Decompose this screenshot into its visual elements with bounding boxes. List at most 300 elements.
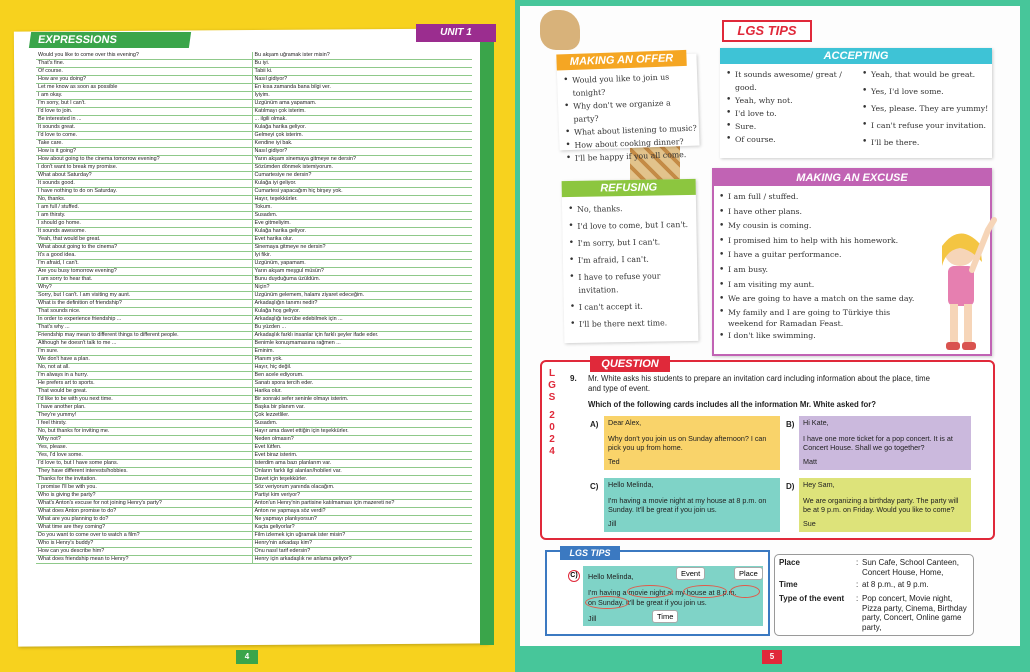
table-row	[36, 164, 472, 172]
expression-english: I'm sorry, but I can't.	[36, 100, 252, 108]
expression-turkish: Bu akşam uğramak ister misin?	[252, 52, 472, 60]
list-item: • I have a guitar performance.	[719, 248, 919, 263]
expression-turkish: Arkadaşlığın tanımı nedir?	[252, 300, 472, 308]
refusing-title: REFUSING	[562, 179, 696, 197]
expression-turkish: Bu iyi.	[252, 60, 472, 68]
table-row	[36, 52, 472, 60]
expression-turkish: Kulağa hoş geliyor.	[252, 308, 472, 316]
table-row	[36, 532, 472, 540]
expressions-table	[36, 52, 472, 564]
tips-sign: Jill	[588, 614, 597, 623]
list-item: • I don't like swimming.	[719, 329, 919, 344]
expression-turkish: Harika olur.	[252, 388, 472, 396]
list-item: • What about listening to music?	[565, 122, 697, 140]
expression-english: I am thirsty.	[36, 212, 252, 220]
expression-english: It sounds awesome.	[36, 228, 252, 236]
table-row	[36, 484, 472, 492]
card-sign: Sue	[803, 519, 816, 528]
card-sign: Ted	[608, 457, 620, 466]
table-row	[36, 244, 472, 252]
table-row	[36, 380, 472, 388]
expression-turkish: Hayır, teşekkürler.	[252, 196, 472, 204]
expression-english: Although he doesn't talk to me ...	[36, 340, 252, 348]
table-row	[36, 420, 472, 428]
option-c-card[interactable]	[604, 478, 780, 532]
expression-english: Let me know as soon as possible	[36, 84, 252, 92]
expression-english: I am sorry to hear that.	[36, 276, 252, 284]
oval-movie-night	[627, 585, 673, 598]
expression-turkish: Susadım.	[252, 212, 472, 220]
expression-turkish: Planım yok.	[252, 356, 472, 364]
expression-turkish: Bir sonraki sefer seninle olmayı isterim.	[252, 396, 472, 404]
expression-english: Yeah, that would be great.	[36, 236, 252, 244]
expression-english: I am okay.	[36, 92, 252, 100]
expression-english: I'd love to, but I have some plans.	[36, 460, 252, 468]
list-item: • I'll be there.	[862, 136, 990, 149]
excuse-list	[719, 190, 919, 343]
expression-english: What about Saturday?	[36, 172, 252, 180]
expression-turkish: İyiyim.	[252, 92, 472, 100]
expression-english: I have another plan.	[36, 404, 252, 412]
expression-turkish: Neden olmasın?	[252, 436, 472, 444]
list-item: • I have to refuse your invitation.	[569, 269, 695, 297]
expression-turkish: Gelmeyi çok isterim.	[252, 132, 472, 140]
list-item: • Yeah, that would be great.	[862, 68, 990, 81]
expressions-header: EXPRESSIONS	[29, 32, 191, 48]
expression-english: No, thanks.	[36, 196, 252, 204]
table-row	[36, 444, 472, 452]
table-row	[36, 524, 472, 532]
question-text: Mr. White asks his students to prepare an invitation card including information about the place, time and type of event.	[588, 374, 930, 393]
table-row	[36, 268, 472, 276]
table-row	[36, 100, 472, 108]
list-item: • I'd love to.	[726, 107, 856, 120]
expression-turkish: Yarın akşam meşgul müsün?	[252, 268, 472, 276]
table-row	[36, 548, 472, 556]
expression-turkish: Susadım.	[252, 420, 472, 428]
table-row	[36, 188, 472, 196]
table-row	[36, 108, 472, 116]
table-row	[36, 340, 472, 348]
expression-english: Why not?	[36, 436, 252, 444]
expression-english: What are you planning to do?	[36, 516, 252, 524]
expression-english: Of course.	[36, 68, 252, 76]
side-letter: G	[548, 380, 556, 391]
card-body: I have one more ticket for a pop concert. It is at Concert House. Shall we go together?	[803, 434, 953, 452]
card-body: I'm having a movie night at my house at 8 p.m. on Sunday. It'll be great if you join us.	[608, 496, 767, 514]
list-item: • It sounds awesome/ great / good.	[726, 68, 856, 94]
expression-english: What time are they coming?	[36, 524, 252, 532]
expression-english: I should go home.	[36, 220, 252, 228]
event-tag: Event	[676, 567, 705, 580]
lgs-2024-vertical-label	[545, 368, 559, 458]
table-row	[36, 84, 472, 92]
expression-english: No, but thanks for inviting me.	[36, 428, 252, 436]
card-sign: Matt	[803, 457, 817, 466]
expression-turkish: Ben acele ediyorum.	[252, 372, 472, 380]
table-row	[36, 452, 472, 460]
expression-english: How can you describe him?	[36, 548, 252, 556]
table-row	[36, 76, 472, 84]
expression-turkish: İsterdim ama bazı planlarım var.	[252, 460, 472, 468]
oval-my-house	[683, 585, 727, 598]
expression-turkish: Başka bir planım var.	[252, 404, 472, 412]
expression-english: What is the definition of friendship?	[36, 300, 252, 308]
expression-turkish: Onların farklı ilgi alanları/hobileri var.	[252, 468, 472, 476]
expression-english: Yes, I'd love some.	[36, 452, 252, 460]
table-row	[36, 412, 472, 420]
table-row	[36, 228, 472, 236]
refusing-note	[562, 179, 699, 343]
table-row	[36, 404, 472, 412]
expression-english: What's Anton's excuse for not joining Henry's party?	[36, 500, 252, 508]
expression-turkish: Davet için teşekkürler.	[252, 476, 472, 484]
tips-greeting: Hello Melinda,	[588, 572, 634, 581]
expression-turkish: En kısa zamanda bana bilgi ver.	[252, 84, 472, 92]
accepting-note	[720, 48, 992, 158]
table-row	[36, 220, 472, 228]
tips-highlight-place: my house	[675, 588, 707, 597]
table-row	[36, 516, 472, 524]
list-item: • I promised him to help with his homework.	[719, 234, 919, 249]
excuse-title: MAKING AN EXCUSE	[714, 170, 990, 186]
table-row	[36, 316, 472, 324]
card-body: We are organizing a birthday party. The party will be at 9 p.m. on Friday. Would you like to come?	[803, 496, 959, 514]
expression-english: I'd love to join.	[36, 108, 252, 116]
side-letter: L	[548, 368, 556, 379]
expression-english: I'm afraid, I can't.	[36, 260, 252, 268]
expression-turkish: Tabii ki.	[252, 68, 472, 76]
expression-english: He prefers art to sports.	[36, 380, 252, 388]
expression-english: That would be great.	[36, 388, 252, 396]
card-greeting: Dear Alex,	[608, 418, 642, 427]
list-item: • My cousin is coming.	[719, 219, 919, 234]
expression-turkish: Kulağa harika geliyor.	[252, 228, 472, 236]
list-item: • I'll be there next time.	[570, 316, 696, 331]
option-d-label[interactable]: D)	[786, 482, 795, 491]
table-row	[36, 492, 472, 500]
list-item: • I am visiting my aunt.	[719, 278, 919, 293]
list-item: • Why don't we organize a party?	[564, 96, 697, 127]
tips-answer-label: C)	[568, 570, 580, 582]
expression-turkish: Arkadaşlık farklı insanlar için farklı şeyler ifade eder.	[252, 332, 472, 340]
expression-turkish: Henry için arkadaşlık ne anlama geliyor?	[252, 556, 472, 564]
expression-turkish: Evet lütfen.	[252, 444, 472, 452]
expression-english: It's a good idea.	[36, 252, 252, 260]
expression-english: In order to experience friendship ...	[36, 316, 252, 324]
side-letter: 2	[549, 434, 555, 445]
list-item: • I'm afraid, I can't.	[569, 252, 695, 267]
expression-turkish: Kulağa iyi geliyor.	[252, 180, 472, 188]
place-tag: Place	[734, 567, 763, 580]
expression-english: Yes, please.	[36, 444, 252, 452]
option-d-card[interactable]	[799, 478, 971, 532]
expression-turkish: Üzgünüm, yapamam.	[252, 260, 472, 268]
expression-english: I'd love to come.	[36, 132, 252, 140]
table-row	[36, 172, 472, 180]
table-row	[36, 92, 472, 100]
option-a-label[interactable]: A)	[590, 420, 599, 429]
info-value: at 8 p.m., at 9 p.m.	[862, 580, 929, 589]
option-b-card[interactable]	[799, 416, 971, 470]
expression-english: That's fine.	[36, 60, 252, 68]
table-row	[36, 180, 472, 188]
card-body: Why don't you join us on Sunday afternoon? I can pick you up from home.	[608, 434, 767, 452]
expression-english: What does Anton promise to do?	[36, 508, 252, 516]
table-row	[36, 468, 472, 476]
expression-turkish: Partiyi kim veriyor?	[252, 492, 472, 500]
expression-english: They have different interests/hobbies.	[36, 468, 252, 476]
table-row	[36, 364, 472, 372]
expression-english: They're yummy!	[36, 412, 252, 420]
expression-turkish: Film izlemek için uğramak ister misin?	[252, 532, 472, 540]
list-item: • I can't refuse your invitation.	[862, 119, 990, 132]
info-value: Pop concert, Movie night, Pizza party, Cinema, Birthday party, Concert, Online game party,	[862, 594, 967, 632]
expression-turkish: Katılmayı çok isterim.	[252, 108, 472, 116]
table-row	[36, 196, 472, 204]
expression-english: Do you want to come over to watch a film?	[36, 532, 252, 540]
expression-english: No, not at all.	[36, 364, 252, 372]
table-row	[36, 476, 472, 484]
table-row	[36, 460, 472, 468]
expression-turkish: Eminim.	[252, 348, 472, 356]
expression-turkish: Anton'un Henry'nin partisine katılmaması için mazereti ne?	[252, 500, 472, 508]
card-sign: Jill	[608, 519, 617, 528]
expression-english: That sounds nice.	[36, 308, 252, 316]
tips-text: I'm having a	[588, 588, 627, 597]
page-number-left: 4	[236, 650, 258, 664]
list-item: • I'm sorry, but I can't.	[569, 235, 695, 250]
expression-english: It sounds good.	[36, 180, 252, 188]
making-offer-title: MAKING AN OFFER	[556, 50, 686, 71]
expression-turkish: Anton ne yapmaya söz verdi?	[252, 508, 472, 516]
expression-english: Be interested in ...	[36, 116, 252, 124]
option-a-card[interactable]	[604, 416, 780, 470]
expression-english: I promise I'll be with you.	[36, 484, 252, 492]
expression-turkish: Onu nasıl tarif edersin?	[252, 548, 472, 556]
green-stripe	[480, 40, 494, 645]
tips-highlight-event: movie night	[628, 588, 666, 597]
tips-text: at	[708, 588, 715, 597]
side-letter: 4	[549, 446, 555, 457]
oval-time	[730, 585, 760, 598]
expression-turkish: Kaçta geliyorlar?	[252, 524, 472, 532]
expression-turkish: Evet biraz isterim.	[252, 452, 472, 460]
expression-turkish: Hayır, hiç değil.	[252, 364, 472, 372]
expression-english: It sounds great.	[36, 124, 252, 132]
side-letter: 0	[549, 422, 555, 433]
expression-english: Sorry, but I can't. I am visiting my aunt.	[36, 292, 252, 300]
list-item: • Yeah, why not.	[726, 94, 856, 107]
expression-english: How about going to the cinema tomorrow evening?	[36, 156, 252, 164]
info-colon: :	[856, 594, 859, 603]
info-label: Time	[779, 580, 798, 589]
table-row	[36, 324, 472, 332]
question-ask: Which of the following cards includes all the information Mr. White asked for?	[588, 400, 877, 409]
expression-turkish: Cumartesi yapacağım hiç birşey yok.	[252, 188, 472, 196]
expression-turkish: Söz veriyorum yanında olacağım.	[252, 484, 472, 492]
accepting-title: ACCEPTING	[720, 48, 992, 64]
expression-english: Who is giving the party?	[36, 492, 252, 500]
table-row	[36, 292, 472, 300]
expression-turkish: Sinemaya gitmeye ne dersin?	[252, 244, 472, 252]
list-item: • Sure.	[726, 120, 856, 133]
expression-english: I feel thirsty.	[36, 420, 252, 428]
expression-turkish: İyi fikir.	[252, 252, 472, 260]
list-item: • My family and I are going to Türkiye this weekend for Ramadan Feast.	[719, 307, 919, 329]
list-item: • We are going to have a match on the same day.	[719, 292, 919, 307]
table-row	[36, 116, 472, 124]
list-item: • Yes, please. They are yummy!	[862, 102, 990, 115]
giraffe-head-illustration	[540, 10, 580, 50]
oval-sunday	[585, 596, 629, 609]
expression-turkish: Eve gitmeliyim.	[252, 220, 472, 228]
expression-turkish: Nasıl gidiyor?	[252, 76, 472, 84]
lgs-tips-tab: LGS TIPS	[560, 546, 620, 560]
table-row	[36, 252, 472, 260]
accepting-list-1	[726, 68, 856, 146]
table-row	[36, 500, 472, 508]
list-item: • No, thanks.	[568, 201, 694, 216]
list-item: • I have other plans.	[719, 205, 919, 220]
table-row	[36, 260, 472, 268]
option-b-label[interactable]: B)	[786, 420, 795, 429]
expression-english: Take care.	[36, 140, 252, 148]
expression-turkish: Üzgünüm ama yapamam.	[252, 100, 472, 108]
table-row	[36, 356, 472, 364]
expression-turkish: Hayır ama davet ettiğin için teşekkürler.	[252, 428, 472, 436]
tips-highlight-time: 8 p.m.	[716, 588, 737, 597]
expression-turkish: Evet harika olur.	[252, 236, 472, 244]
list-item: • I am busy.	[719, 263, 919, 278]
expression-english: Are you busy tomorrow evening?	[36, 268, 252, 276]
expression-english: Thanks for the invitation.	[36, 476, 252, 484]
list-item: • How about cooking dinner?	[565, 135, 697, 153]
table-row	[36, 300, 472, 308]
card-greeting: Hi Kate,	[803, 418, 829, 427]
accepting-list-2	[862, 68, 990, 149]
unit-tab: UNIT 1	[416, 24, 496, 42]
table-row	[36, 204, 472, 212]
table-row	[36, 428, 472, 436]
expression-english: I'd like to be with you next time.	[36, 396, 252, 404]
table-row	[36, 556, 472, 564]
expression-turkish: Arkadaşlığı tecrübe edebilmek için ...	[252, 316, 472, 324]
info-value: Sun Cafe, School Canteen, Concert House, Home,	[862, 558, 959, 577]
expression-english: I am full / stuffed.	[36, 204, 252, 212]
expression-english: Would you like to come over this evening?	[36, 52, 252, 60]
expression-turkish: Kendine iyi bak.	[252, 140, 472, 148]
expression-turkish: Ne yapmayı planlıyorsun?	[252, 516, 472, 524]
expression-english: What about going to the cinema?	[36, 244, 252, 252]
expression-english: What does friendship mean to Henry?	[36, 556, 252, 564]
expression-english: I have nothing to do on Saturday.	[36, 188, 252, 196]
table-row	[36, 124, 472, 132]
expression-english: Who is Henry's buddy?	[36, 540, 252, 548]
table-row	[36, 508, 472, 516]
making-offer-list	[563, 70, 698, 166]
table-row	[36, 60, 472, 68]
table-row	[36, 308, 472, 316]
expression-turkish: ... ilgili olmak.	[252, 116, 472, 124]
page-number-right: 5	[762, 650, 782, 664]
expression-turkish: Üzgünüm gelemem, halamı ziyaret edeceğim.	[252, 292, 472, 300]
card-greeting: Hello Melinda,	[608, 480, 654, 489]
tips-text: It'll be great if you join us.	[625, 598, 707, 607]
table-row	[36, 140, 472, 148]
table-row	[36, 132, 472, 140]
expression-english: How is it going?	[36, 148, 252, 156]
side-letter: S	[548, 392, 556, 403]
side-letter: 2	[549, 410, 555, 421]
table-row	[36, 332, 472, 340]
table-row	[36, 284, 472, 292]
table-row	[36, 348, 472, 356]
table-row	[36, 540, 472, 548]
info-colon: :	[856, 580, 859, 589]
expression-turkish: Benimle konuşmamasına rağmen ...	[252, 340, 472, 348]
list-item: • I am full / stuffed.	[719, 190, 919, 205]
list-item: • Would you like to join us tonight?	[563, 70, 696, 101]
expression-turkish: Sanatı spora tercih eder.	[252, 380, 472, 388]
table-row	[36, 396, 472, 404]
expression-english: Why?	[36, 284, 252, 292]
card-greeting: Hey Sam,	[803, 480, 835, 489]
lgs-tips-title: LGS TIPS	[722, 20, 812, 42]
list-item: • I can't accept it.	[570, 299, 696, 314]
info-colon: :	[856, 558, 859, 567]
expression-turkish: Bu yüzden ...	[252, 324, 472, 332]
time-tag: Time	[652, 610, 678, 623]
expression-turkish: Nasıl gidiyor?	[252, 148, 472, 156]
expression-turkish: Henry'nin arkadaşı kim?	[252, 540, 472, 548]
expression-turkish: Yarın akşam sinemaya gitmeye ne dersin?	[252, 156, 472, 164]
table-row	[36, 236, 472, 244]
expression-turkish: Bunu duyduğuma üzüldüm.	[252, 276, 472, 284]
expression-turkish: Kulağa harika geliyor.	[252, 124, 472, 132]
table-row	[36, 148, 472, 156]
info-label: Type of the event	[779, 594, 845, 603]
expression-turkish: Tokum.	[252, 204, 472, 212]
option-c-label[interactable]: C)	[590, 482, 599, 491]
list-item: • I'll be happy if you all come.	[566, 148, 698, 166]
expression-turkish: Sözümden dönmek istemiyorum.	[252, 164, 472, 172]
tips-text: at	[667, 588, 674, 597]
expression-turkish: Çok lezzetliler.	[252, 412, 472, 420]
refusing-list	[568, 201, 696, 331]
tips-highlight-day: on Sunday.	[588, 598, 624, 607]
table-row	[36, 372, 472, 380]
list-item: • Of course.	[726, 133, 856, 146]
expression-turkish: Niçin?	[252, 284, 472, 292]
list-item: • Yes, I'd love some.	[862, 85, 990, 98]
table-row	[36, 68, 472, 76]
expression-english: How are you doing?	[36, 76, 252, 84]
girl-illustration	[922, 210, 1002, 360]
table-row	[36, 212, 472, 220]
list-item: • I'd love to come, but I can't.	[568, 218, 694, 233]
table-row	[36, 436, 472, 444]
info-label: Place	[779, 558, 800, 567]
expression-english: I'm always in a hurry.	[36, 372, 252, 380]
expression-english: Friendship may mean to different things to different people.	[36, 332, 252, 340]
table-row	[36, 156, 472, 164]
question-tab: QUESTION	[590, 356, 670, 372]
question-number: 9.	[570, 374, 577, 383]
expression-english: I'm sure.	[36, 348, 252, 356]
expression-english: That's why ...	[36, 324, 252, 332]
expression-english: We don't have a plan.	[36, 356, 252, 364]
